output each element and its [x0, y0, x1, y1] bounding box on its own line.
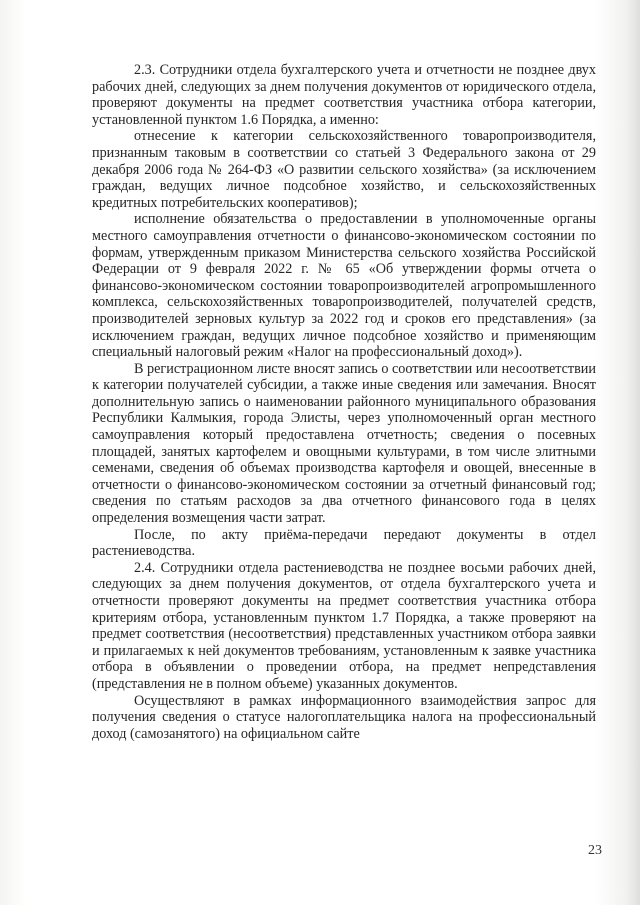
paragraph-category-producer: отнесение к категории сельскохозяйственного товаропроизводителя, признанным таковым в соответствии со статьей 3 Федерального закона от 29 декабря 2006 года № 264-ФЗ «О развитии сельского хозяйства» (за исключением граждан, ведущих личное подсобное хозяйство, и сельскохозяйственных кредитных потребительских кооперативов); — [92, 128, 596, 211]
paragraph-registration-sheet: В регистрационном листе вносят запись о соответствии или несоответствии к категории получателей субсидии, а также иные сведения или замечания. Вносят дополнительную запись о наименовании районного муниципального образования Республики Калмыкия, города Элисты, через уполномоченный орган местного самоуправления который предоставлена отчетность; сведения о посевных площадей, занятых картофелем и овощными культурами, в том числе элитными семенами, сведения об объемах производства картофеля и овощей, внесенные в отчетности о финансово-экономическом состоянии за отчетный финансовый год; сведения по статьям расходов за два отчетного финансового года в целях определения возмещения части затрат. — [92, 360, 596, 527]
document-body — [92, 62, 596, 742]
page-number: 23 — [588, 843, 602, 858]
paragraph-reporting-obligation: исполнение обязательства о предоставлении в уполномоченные органы местного самоуправления отчетности о финансово-экономическом состоянии по формам, утвержденным приказом Министерства сельского хозяйства Российской Федерации от 9 февраля 2022 г. № 65 «Об утверждении формы отчета о финансово-экономическом состоянии товаропроизводителей агропромышленного комплекса, сельскохозяйственных товаропроизводителей, получателей средств, производителей зерновых культур за 2022 год и сроков его представления» (за исключением граждан, ведущих личное подсобное хозяйство и применяющим специальный налоговый режим «Налог на профессиональный доход»). — [92, 211, 596, 361]
page-edge-shadow — [626, 0, 640, 905]
paragraph-information-request: Осуществляют в рамках информационного взаимодействия запрос для получения сведения о статусе налогоплательщика налога на профессиональный доход (самозанятого) на официальном сайте — [92, 692, 596, 742]
paragraph-transfer-act: После, по акту приёма-передачи передают документы в отдел растениеводства. — [92, 526, 596, 560]
paragraph-2-3: 2.3. Сотрудники отдела бухгалтерского учета и отчетности не позднее двух рабочих дней, следующих за днем получения документов от юридического отдела, проверяют документы на предмет соответствия участника отбора категории, установленной пунктом 1.6 Порядка, а именно: — [92, 62, 596, 128]
paragraph-2-4: 2.4. Сотрудники отдела растениеводства не позднее восьми рабочих дней, следующих за днем получения документов, от отдела бухгалтерского учета и отчетности проверяют документы на предмет соответствия участника отбора критериям отбора, установленным пунктом 1.7 Порядка, а также проверяют на предмет соответствия (несоответствия) представленных участником отбора заявки и прилагаемых к ней документов требованиям, установленным к заявке участника отбора в объявлении о проведении отбора, на предмет непредставления (представления не в полном объеме) указанных документов. — [92, 559, 596, 692]
